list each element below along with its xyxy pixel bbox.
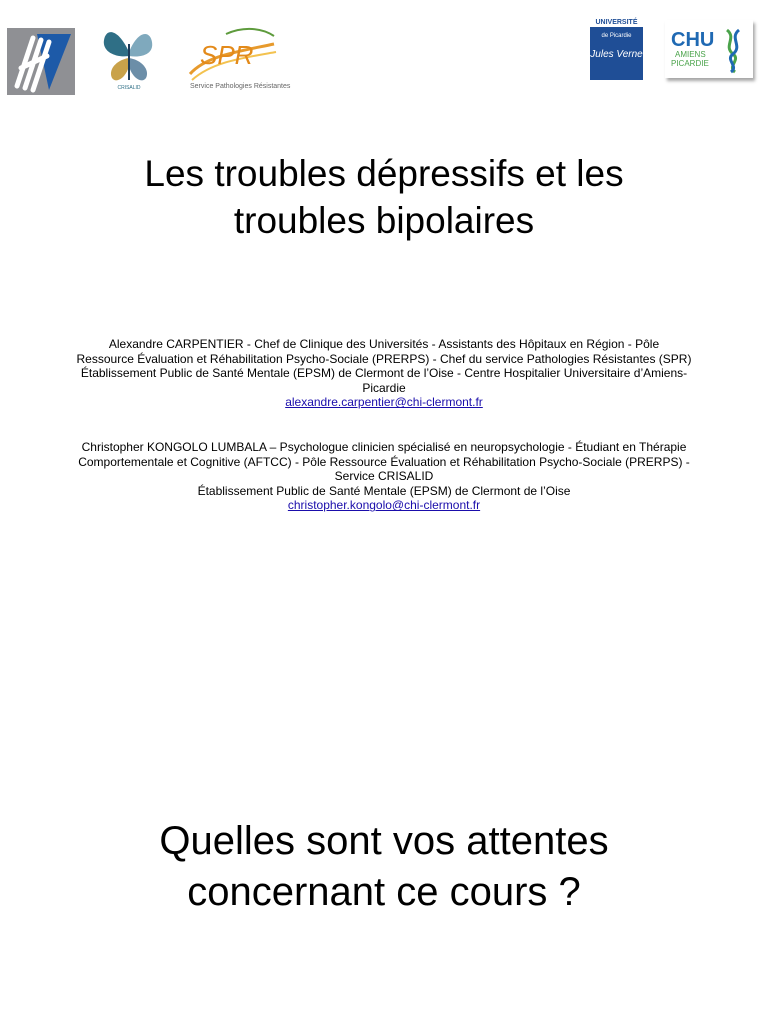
author-1-line-2: Ressource Évaluation et Réhabilitation Psycho-Sociale (PRERPS) - Chef du service Pathologies Résistantes (SPR) bbox=[76, 351, 692, 366]
spr-logo bbox=[186, 22, 291, 92]
author-2-line-4: Établissement Public de Santé Mentale (EPSM) de Clermont de l’Oise bbox=[197, 483, 571, 498]
crisalid-logo bbox=[98, 22, 160, 94]
upjv-line3: Jules Verne bbox=[590, 49, 643, 60]
chu-logo bbox=[665, 20, 753, 78]
chu-line3: PICARDIE bbox=[671, 59, 709, 68]
author-1-line-4: Picardie bbox=[362, 380, 406, 395]
chu-line2: AMIENS bbox=[675, 50, 706, 59]
spr-logo-abbrev: SPR bbox=[200, 40, 254, 70]
author-2-line-2: Comportementale et Cognitive (AFTCC) - Pôle Ressource Évaluation et Réhabilitation Psycho-Sociale (PRERPS) - bbox=[78, 454, 690, 469]
author-2-line-1: Christopher KONGOLO LUMBALA – Psychologue clinicien spécialisé en neuropsychologie - Étudiant en Thérapie bbox=[81, 440, 687, 454]
page-title: Les troubles dépressifs et les troubles bipolaires bbox=[144, 153, 624, 241]
author-block-2 bbox=[70, 440, 698, 513]
chu-line1: CHU bbox=[671, 29, 715, 51]
author-block-1 bbox=[70, 337, 698, 410]
author-1-line-1: Alexandre CARPENTIER - Chef de Clinique des Universités - Assistants des Hôpitaux en Région - Pôle bbox=[108, 337, 660, 351]
question-heading: Quelles sont vos attentes concernant ce cours ? bbox=[159, 819, 609, 914]
author-1-line-3: Établissement Public de Santé Mentale (EPSM) de Clermont de l’Oise - Centre Hospitalier Universitaire d’Amiens- bbox=[80, 366, 688, 381]
epsm-logo bbox=[7, 28, 75, 95]
upjv-line1: UNIVERSITÉ bbox=[595, 19, 638, 26]
upjv-logo bbox=[590, 17, 643, 80]
author-1-email-link[interactable]: alexandre.carpentier@chi-clermont.fr bbox=[285, 395, 483, 410]
spr-logo-full: Service Pathologies Résistantes bbox=[190, 83, 291, 90]
author-2-line-3: Service CRISALID bbox=[334, 469, 434, 484]
upjv-line2: de Picardie bbox=[601, 33, 632, 39]
author-2-email-link[interactable]: christopher.kongolo@chi-clermont.fr bbox=[287, 498, 481, 513]
crisalid-logo-text: CRISALID bbox=[117, 85, 141, 91]
